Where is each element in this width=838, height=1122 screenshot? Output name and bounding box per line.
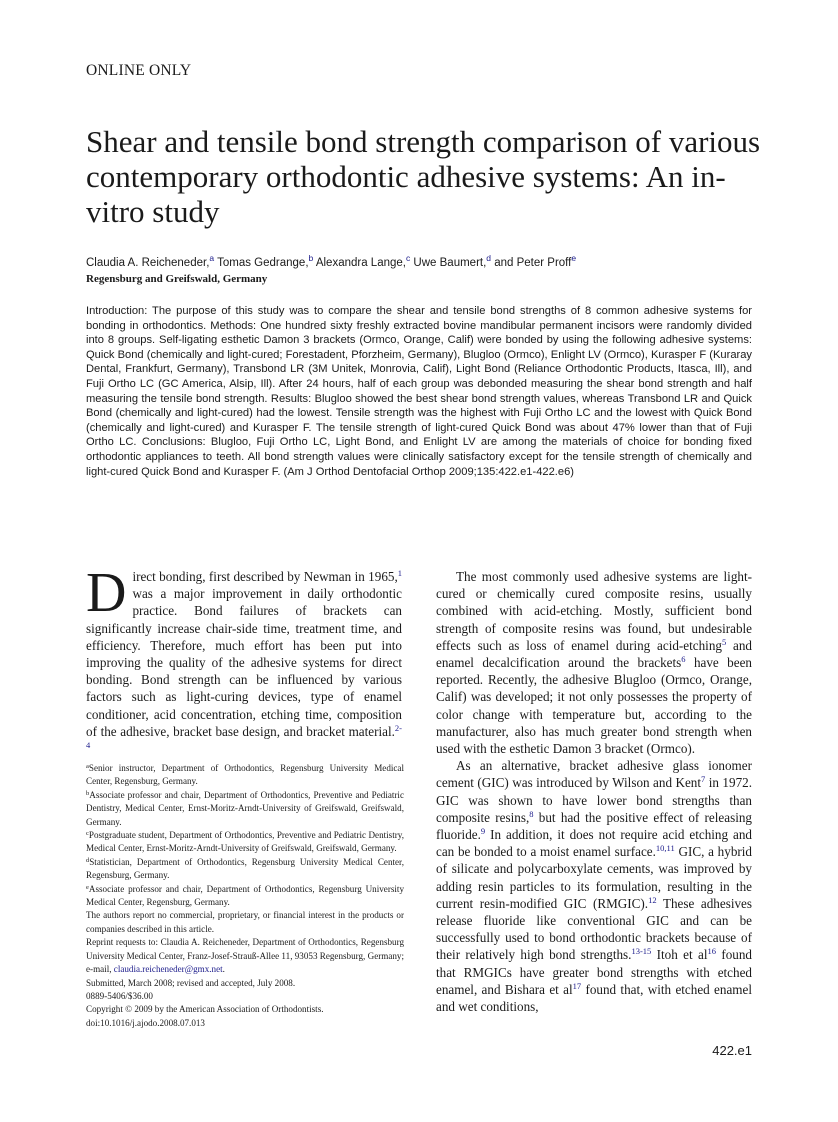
footnote-text: Postgraduate student, Department of Orthodontics, Preventive and Pediatric Dentistry, Medical Center, Ernst-Moritz-Arndt-University of Greifswald, Greifswald, Germany. — [86, 830, 404, 854]
body-column-right — [436, 568, 752, 1015]
body-text: have been reported. Recently, the adhesive Blugloo (Ormco, Orange, Calif) was developed; it not only possesses the property of color change with temperature but, according to the manufacturer, also has much greater bond strength when used with the esthetic Damon 3 bracket (Ormco). — [436, 655, 752, 757]
body-text: in 1972. GIC was shown to have lower bond strengths than composite resins, — [436, 775, 752, 825]
reprint-end: . — [222, 964, 225, 975]
drop-cap: D — [86, 562, 127, 624]
email-link[interactable]: claudia.reicheneder@gmx.net — [113, 964, 223, 975]
body-text: but had the positive effect of releasing fluoride. — [436, 809, 752, 843]
footnote — [86, 762, 404, 789]
reprint-note — [86, 936, 404, 976]
reference-link[interactable]: 10,11 — [655, 843, 675, 854]
section-label: ONLINE ONLY — [86, 62, 192, 79]
author-name: Claudia A. Reicheneder, — [86, 257, 210, 269]
author-name: Tomas Gedrange, — [214, 257, 309, 269]
footnote — [86, 856, 404, 883]
reference-link[interactable]: 13-15 — [631, 946, 652, 957]
affiliation-mark: e — [571, 253, 577, 263]
abstract: Introduction: The purpose of this study was to compare the shear and tensile bond strengths of 8 common adhesive systems for bonding in orthodontics. Methods: One hundred sixty freshly extracted bovine mandibular permanent incisors were randomly divided into 8 groups. Self-ligating esthetic Damon 3 brackets (Ormco, Orange, Calif) were bonded by using the following adhesive systems: Quick Bond (chemically and light-cured; Forestadent, Pforzheim, Germany), Blugloo (Ormco), Enlight LV (Ormco), Kurasper F (Kuraray Dental, Frankfurt, Germany), Transbond LR (3M Unitek, Monrovia, Calif), Light Bond (Reliance Orthodontic Products, Itasca, Ill), and Fuji Ortho LC (GC America, Alsip, Ill). After 24 hours, half of each group was debonded measuring the shear bond strength and half measuring the tensile bond strength. Results: Blugloo showed the best shear bond strength values, whereas Transbond LR and Quick Bond (chemically and light-cured) had the lowest. Tensile strength was the highest with Fuji Ortho LC and the lowest with Quick Bond (chemically and light-cured) and Kurasper F. The tensile strength of light-cured Quick Bond was about 47% lower than that of Fuji Ortho LC. Conclusions: Blugloo, Fuji Ortho LC, Light Bond, and Enlight LV are among the materials of choice for bonding fixed orthodontic appliances to teeth. All bond strength values were clinically satisfactory except for the tensile strength of chemically and light-cured Quick Bond and Kurasper F. (Am J Orthod Dentofacial Orthop 2009;135:422.e1-422.e6) — [86, 305, 752, 478]
copyright: Copyright © 2009 by the American Association of Orthodontists. — [86, 1004, 324, 1015]
body-text: found that, with etched enamel and wet conditions, — [436, 981, 752, 1015]
affiliation-mark: a — [209, 253, 215, 263]
footnotes — [86, 762, 404, 1030]
affiliation-mark: d — [486, 253, 492, 263]
body-text: found that RMGICs have greater bond strengths with etched enamel, and Bishara et al — [436, 947, 752, 997]
footnote — [86, 883, 404, 910]
affiliation-mark: c — [405, 253, 411, 263]
reference-link[interactable]: 7 — [701, 774, 706, 785]
reference-link[interactable]: 1 — [397, 568, 402, 578]
footnote-text: Associate professor and chair, Department of Orthodontics, Regensburg University Medical Center, Regensburg, Germany. — [86, 883, 404, 908]
footnote-mark: b — [86, 789, 90, 797]
reference-link[interactable]: 5 — [721, 636, 727, 647]
reference-link[interactable]: 17 — [572, 980, 582, 991]
paragraph — [436, 568, 752, 757]
footnote-mark: e — [86, 883, 89, 891]
reference-link[interactable]: 16 — [707, 946, 716, 957]
body-text: As an alternative, bracket adhesive glass ionomer cement (GIC) was introduced by Wilson and Kent — [436, 758, 752, 791]
page-number: 422.e1 — [712, 1043, 752, 1058]
body-text: The most commonly used adhesive systems are light-cured or chemically cured composite resins, usually combined with acid-etching. Mostly, sufficient bond strength of composite resins was found, but undesirable effects such as loss of enamel during acid-etching — [436, 569, 752, 653]
body-text: GIC, a hybrid of silicate and polycarboxylate cements, was improved by adding resin particles to its formulation, resulting in the current resin-modified GIC (RMGIC). — [436, 844, 752, 911]
paragraph — [86, 562, 402, 757]
author-list — [86, 253, 766, 271]
article-title: Shear and tensile bond strength comparison of various contemporary orthodontic adhesive systems: An in-vitro study — [86, 124, 761, 229]
affiliation-mark: b — [308, 253, 314, 263]
affiliation-location: Regensburg and Greifswald, Germany — [86, 273, 268, 285]
submission-dates: Submitted, March 2008; revised and accepted, July 2008. — [86, 977, 296, 988]
reference-link[interactable]: 6 — [681, 654, 686, 665]
author-name: and Peter Proff — [491, 257, 572, 269]
body-text: These adhesives release fluoride like conventional GIC and can be successfully used to bond orthodontic brackets because of their relatively high bond strengths. — [436, 895, 752, 963]
footnote-mark: d — [86, 856, 90, 864]
body-text: and enamel decalcification around the brackets — [436, 637, 753, 671]
footnote — [86, 789, 404, 829]
reprint-text: Reprint requests to: Claudia A. Reicheneder, Department of Orthodontics, Regensburg University Medical Center, Franz-Josef-Strauß-Allee 11, 93053 Regensburg, Germany; e-mail, — [86, 937, 404, 975]
reference-link[interactable]: 9 — [480, 826, 486, 837]
body-text: was a major improvement in daily orthodontic practice. Bond failures of brackets can significantly increase chair-side time, treatment time, and efficiency. Therefore, much effort has been put into improving the quality of the adhesive systems for direct bonding. Bond strength can be influenced by various factors such as light-curing devices, type of enamel conditioner, acid concentration, etching time, composition of the adhesive, bracket base design, and bracket material. — [86, 586, 402, 739]
footnote-mark: c — [86, 830, 89, 838]
body-text: Itoh et al — [651, 947, 708, 963]
body-column-left — [86, 562, 402, 757]
reference-link[interactable]: 12 — [648, 894, 657, 905]
reference-link[interactable]: 2-4 — [86, 722, 402, 751]
author-name: Alexandra Lange, — [313, 257, 406, 269]
body-text: In addition, it does not require acid etching and can be bonded to a moist enamel surface. — [436, 827, 752, 860]
footnote-text: Statistician, Department of Orthodontics, Regensburg University Medical Center, Regensburg, Germany. — [86, 856, 404, 881]
doi: doi:10.1016/j.ajodo.2008.07.013 — [86, 1017, 205, 1028]
footnote-mark: a — [86, 763, 89, 770]
reference-link[interactable]: 8 — [529, 808, 534, 819]
issn: 0889-5406/$36.00 — [86, 990, 153, 1001]
footnote-text: Senior instructor, Department of Orthodontics, Regensburg University Medical Center, Regensburg, Germany. — [86, 763, 404, 787]
body-text: irect bonding, first described by Newman in 1965, — [132, 569, 398, 584]
paragraph — [436, 757, 752, 1015]
disclosure-note: The authors report no commercial, proprietary, or financial interest in the products or companies described in this article. — [86, 910, 404, 934]
footnote — [86, 829, 404, 856]
author-name: Uwe Baumert, — [410, 257, 487, 269]
footnote-text: Associate professor and chair, Department of Orthodontics, Preventive and Pediatric Dentistry, Medical Center, Ernst-Moritz-Arndt-University of Greifswald, Greifswald, Germany. — [86, 789, 404, 827]
